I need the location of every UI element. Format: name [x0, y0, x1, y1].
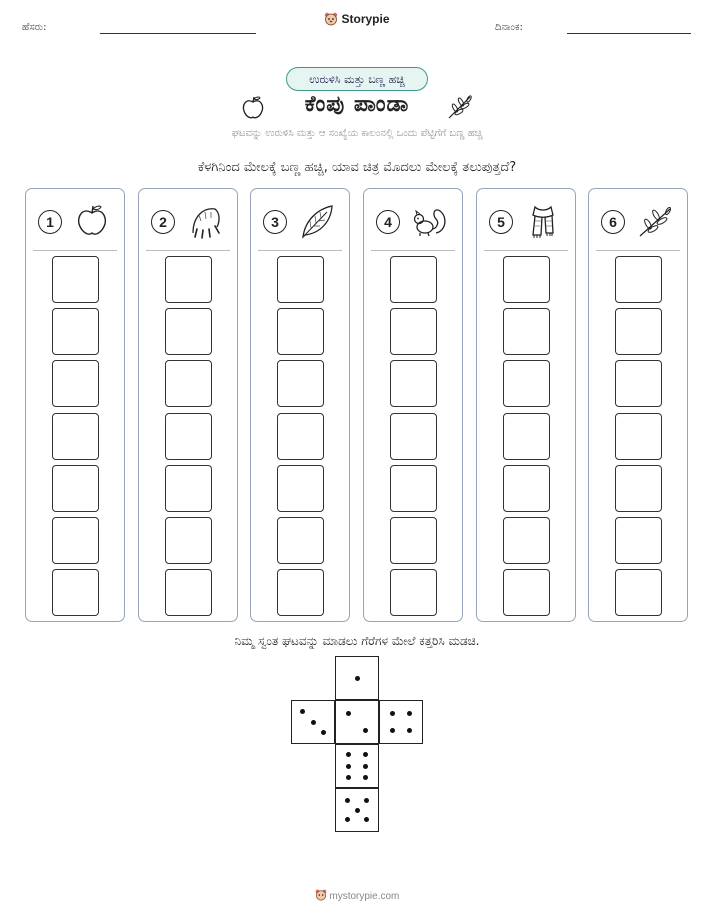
die-face-5: [335, 788, 379, 832]
color-box[interactable]: [165, 465, 212, 512]
footer-url: mystorypie.com: [329, 891, 400, 902]
color-box[interactable]: [165, 517, 212, 564]
color-box[interactable]: [390, 360, 437, 407]
die-pip: [321, 730, 326, 735]
column-5: [476, 188, 576, 622]
instructions-subtitle: ಘಟವನ್ನು ಉರುಳಿಸಿ ಮತ್ತು ಆ ಸಂಖ್ಯೆಯ ಕಾಲಂನಲ್ಲಿ ಒಂದು ಪೆಟ್ಟಿಗೆಗೆ ಬಣ್ಣ ಹಚ್ಚಿ: [231, 128, 483, 139]
color-box[interactable]: [615, 360, 662, 407]
column-divider: [596, 250, 680, 251]
die-pip: [355, 808, 360, 813]
die-pip: [345, 817, 350, 822]
footer: [0, 889, 714, 902]
color-box[interactable]: [165, 360, 212, 407]
color-box[interactable]: [615, 413, 662, 460]
brand-name: Storypie: [341, 12, 390, 26]
storypie-mascot-icon: [324, 12, 338, 26]
column-2: [138, 188, 238, 622]
die-pip: [346, 711, 351, 716]
die-pip: [355, 676, 360, 681]
die-face-1: [335, 656, 379, 700]
color-box[interactable]: [390, 308, 437, 355]
color-box[interactable]: [615, 569, 662, 616]
color-box[interactable]: [277, 256, 324, 303]
leaf-icon: [299, 203, 335, 239]
page-title: ಕೆಂಪು ಪಾಂಡಾ: [304, 92, 410, 117]
color-box[interactable]: [165, 308, 212, 355]
column-divider: [258, 250, 342, 251]
die-pip: [346, 764, 351, 769]
column-divider: [371, 250, 455, 251]
column-3: [250, 188, 350, 622]
die-face-2: [335, 700, 379, 744]
color-box[interactable]: [503, 465, 550, 512]
color-box[interactable]: [277, 308, 324, 355]
twig-leaves-icon: [446, 93, 474, 121]
storypie-mascot-icon: [315, 889, 327, 901]
die-pip: [364, 817, 369, 822]
column-divider: [484, 250, 568, 251]
color-box[interactable]: [165, 413, 212, 460]
color-box[interactable]: [390, 413, 437, 460]
column-4: [363, 188, 463, 622]
color-box[interactable]: [390, 517, 437, 564]
die-pip: [346, 752, 351, 757]
color-box[interactable]: [277, 517, 324, 564]
color-box[interactable]: [277, 465, 324, 512]
color-box[interactable]: [503, 569, 550, 616]
die-pip: [363, 764, 368, 769]
color-box[interactable]: [615, 308, 662, 355]
color-box[interactable]: [52, 256, 99, 303]
squirrel-icon: [412, 203, 448, 239]
column-number: 5: [489, 210, 513, 234]
die-pip: [345, 798, 350, 803]
color-box[interactable]: [503, 256, 550, 303]
column-divider: [33, 250, 117, 251]
die-pip: [390, 711, 395, 716]
die-pip: [364, 798, 369, 803]
column-number: 6: [601, 210, 625, 234]
color-box[interactable]: [615, 256, 662, 303]
color-box[interactable]: [52, 569, 99, 616]
paw-claw-icon: [187, 203, 223, 239]
cut-instruction: ನಿಮ್ಮ ಸ್ವಂತ ಘಟವನ್ನು ಮಾಡಲು ಗೆರೆಗಳ ಮೇಲೆ ಕತ್ತರಿಸಿ ಮಡಚಿ.: [234, 634, 480, 648]
die-pip: [390, 728, 395, 733]
color-box[interactable]: [503, 308, 550, 355]
column-number: 2: [151, 210, 175, 234]
color-box[interactable]: [390, 256, 437, 303]
activity-type-pill: ಉರುಳಿಸಿ ಮತ್ತು ಬಣ್ಣ ಹಚ್ಚಿ: [286, 67, 428, 91]
date-line[interactable]: [567, 33, 691, 34]
color-box[interactable]: [277, 569, 324, 616]
scarf-icon: [525, 203, 561, 239]
color-box[interactable]: [503, 360, 550, 407]
twig-leaves-icon: [637, 203, 673, 239]
color-box[interactable]: [277, 360, 324, 407]
die-face-3: [291, 700, 335, 744]
column-divider: [146, 250, 230, 251]
column-number: 1: [38, 210, 62, 234]
die-pip: [363, 752, 368, 757]
color-box[interactable]: [52, 517, 99, 564]
die-pip: [300, 709, 305, 714]
die-face-6: [335, 744, 379, 788]
color-box[interactable]: [615, 465, 662, 512]
color-box[interactable]: [52, 360, 99, 407]
die-pip: [363, 775, 368, 780]
color-box[interactable]: [277, 413, 324, 460]
date-label: ದಿನಾಂಕ:: [495, 22, 523, 33]
color-box[interactable]: [390, 569, 437, 616]
color-box[interactable]: [615, 517, 662, 564]
apple-icon: [74, 203, 110, 239]
color-box[interactable]: [503, 517, 550, 564]
column-number: 3: [263, 210, 287, 234]
color-box[interactable]: [165, 256, 212, 303]
die-pip: [363, 728, 368, 733]
die-face-4: [379, 700, 423, 744]
column-1: [25, 188, 125, 622]
color-box[interactable]: [52, 308, 99, 355]
die-pip: [346, 775, 351, 780]
color-box[interactable]: [165, 569, 212, 616]
die-pip: [407, 728, 412, 733]
name-label: ಹೆಸರು:: [22, 22, 47, 33]
die-pip: [407, 711, 412, 716]
die-pip: [311, 720, 316, 725]
color-box[interactable]: [503, 413, 550, 460]
question-text: ಕೆಳಗಿನಿಂದ ಮೇಲಕ್ಕೆ ಬಣ್ಣ ಹಚ್ಚಿ, ಯಾವ ಚಿತ್ರ ಮೊದಲು ಮೇಲಕ್ಕೆ ತಲುಪುತ್ತದೆ?: [197, 160, 517, 175]
name-line[interactable]: [100, 33, 256, 34]
color-box[interactable]: [52, 465, 99, 512]
column-number: 4: [376, 210, 400, 234]
color-box[interactable]: [390, 465, 437, 512]
color-box[interactable]: [52, 413, 99, 460]
column-6: [588, 188, 688, 622]
brand-logo: [0, 12, 714, 26]
